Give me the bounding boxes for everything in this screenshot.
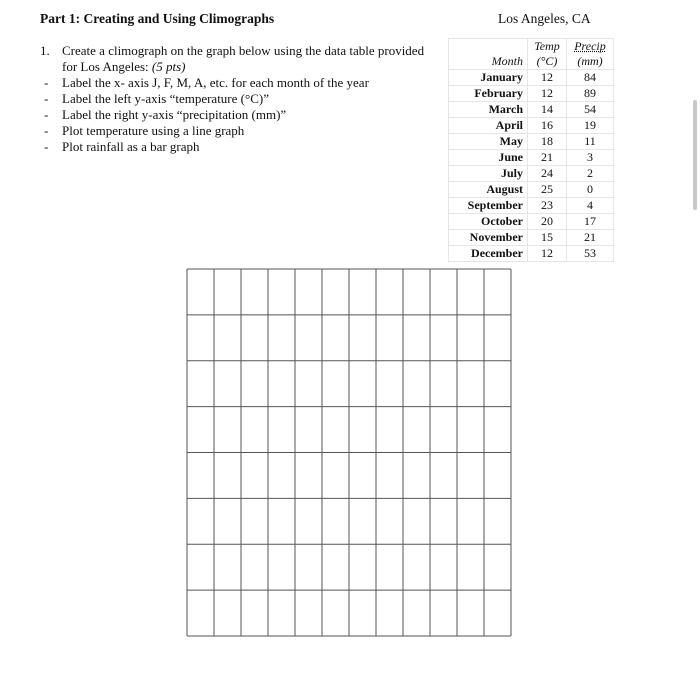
temp-cell: 20 [528, 214, 567, 230]
bullet-marker: - [44, 123, 49, 138]
table-body [449, 70, 614, 262]
month-cell: January [449, 70, 528, 86]
location-title: Los Angeles, CA [498, 11, 591, 26]
bullet-item [40, 107, 440, 123]
bullet-text: Label the left y-axis “temperature (°C)” [62, 91, 269, 106]
precip-cell: 11 [567, 134, 614, 150]
precip-cell: 54 [567, 102, 614, 118]
precip-header-line1: Precip [574, 39, 606, 53]
month-cell: April [449, 118, 528, 134]
task-bullets [40, 75, 440, 155]
table-row [449, 198, 614, 214]
month-cell: February [449, 86, 528, 102]
month-cell: October [449, 214, 528, 230]
temp-cell: 15 [528, 230, 567, 246]
table-row [449, 246, 614, 262]
task-text-wrapper [62, 43, 440, 75]
month-header [449, 39, 528, 70]
month-cell: May [449, 134, 528, 150]
temp-header [528, 39, 567, 70]
month-cell: December [449, 246, 528, 262]
temp-cell: 18 [528, 134, 567, 150]
task-number: 1. [40, 43, 50, 58]
temp-cell: 24 [528, 166, 567, 182]
table-row [449, 214, 614, 230]
task-points: (5 pts) [151, 59, 186, 74]
table-row [449, 150, 614, 166]
task-item [40, 43, 440, 75]
page-title: Part 1: Creating and Using Climographs [40, 11, 275, 26]
temp-header-line2: (°C) [536, 54, 558, 68]
temp-cell: 21 [528, 150, 567, 166]
precip-cell: 3 [567, 150, 614, 166]
bullet-text: Label the right y-axis “precipitation (mm)” [62, 107, 287, 122]
climate-data-table [448, 38, 614, 262]
temp-cell: 12 [528, 246, 567, 262]
bullet-marker: - [44, 91, 49, 106]
table-row [449, 230, 614, 246]
precip-cell: 0 [567, 182, 614, 198]
precip-cell: 84 [567, 70, 614, 86]
table-row [449, 86, 614, 102]
bullet-item [40, 139, 440, 155]
scrollbar[interactable] [693, 100, 697, 210]
month-cell: September [449, 198, 528, 214]
precip-cell: 17 [567, 214, 614, 230]
precip-header-line2: (mm) [577, 54, 603, 68]
bullet-item [40, 123, 440, 139]
bullet-text: Label the x- axis J, F, M, A, etc. for each month of the year [62, 75, 369, 90]
month-cell: March [449, 102, 528, 118]
bullet-item [40, 91, 440, 107]
precip-cell: 89 [567, 86, 614, 102]
temp-cell: 16 [528, 118, 567, 134]
table-row [449, 70, 614, 86]
table-row [449, 182, 614, 198]
precip-header [567, 39, 614, 70]
precip-cell: 19 [567, 118, 614, 134]
temp-cell: 12 [528, 86, 567, 102]
climograph-grid [186, 268, 512, 637]
precip-cell: 2 [567, 166, 614, 182]
bullet-text: Plot temperature using a line graph [62, 123, 245, 138]
temp-cell: 23 [528, 198, 567, 214]
task-text: Create a climograph on the graph below using the data table provided for Los Angeles: [62, 43, 425, 74]
precip-cell: 4 [567, 198, 614, 214]
bullet-item [40, 75, 440, 91]
task-instructions [40, 43, 440, 155]
bullet-marker: - [44, 139, 49, 154]
table-row [449, 134, 614, 150]
temp-cell: 25 [528, 182, 567, 198]
bullet-marker: - [44, 107, 49, 122]
bullet-text: Plot rainfall as a bar graph [62, 139, 200, 154]
month-cell: November [449, 230, 528, 246]
temp-header-line1: Temp [534, 39, 560, 53]
month-cell: June [449, 150, 528, 166]
precip-cell: 21 [567, 230, 614, 246]
month-cell: July [449, 166, 528, 182]
table-row [449, 166, 614, 182]
bullet-marker: - [44, 75, 49, 90]
table-row [449, 102, 614, 118]
grid-svg [186, 268, 512, 637]
table-header-row [449, 39, 614, 70]
precip-cell: 53 [567, 246, 614, 262]
temp-cell: 12 [528, 70, 567, 86]
table-row [449, 118, 614, 134]
month-header-label: Month [491, 54, 523, 68]
temp-cell: 14 [528, 102, 567, 118]
month-cell: August [449, 182, 528, 198]
